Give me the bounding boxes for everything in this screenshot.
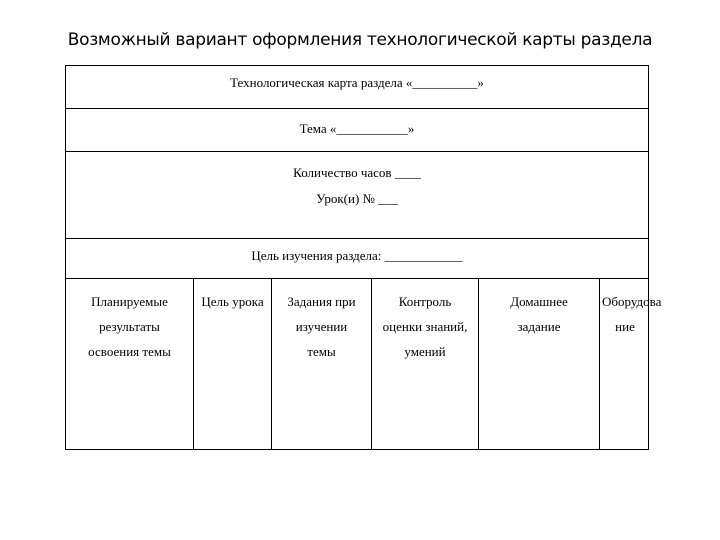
- map-header-row: [66, 66, 648, 109]
- column-header-line: Цель урока: [201, 294, 264, 309]
- column-tasks: [272, 279, 372, 449]
- topic-text: Тема «___________»: [299, 121, 415, 136]
- topic-row: [66, 109, 648, 152]
- column-header-line: освоения темы: [88, 344, 171, 359]
- column-header-line: Задания при: [287, 294, 356, 309]
- column-header-line: Планируемые: [91, 294, 168, 309]
- column-header-line: результаты: [99, 319, 160, 334]
- column-header-line: Оборудова: [602, 294, 662, 309]
- column-header-line: задание: [517, 319, 561, 334]
- lessons-text: Урок(и) № ___: [316, 191, 398, 206]
- column-header-line: темы: [307, 344, 336, 359]
- column-equipment: [600, 279, 662, 449]
- column-homework: [479, 279, 600, 449]
- column-header-line: оценки знаний,: [382, 319, 468, 334]
- map-header-text: Технологическая карта раздела «__________»: [230, 75, 484, 90]
- column-header-line: ние: [615, 319, 635, 334]
- column-header-line: изучении: [295, 319, 348, 334]
- column-header-line: умений: [404, 344, 446, 359]
- column-assessment: [372, 279, 479, 449]
- hours-text: Количество часов ____: [293, 165, 421, 180]
- goal-text: Цель изучения раздела: ____________: [251, 248, 463, 263]
- column-lesson-goal: [194, 279, 272, 449]
- columns-grid: [66, 279, 662, 449]
- column-header-line: Домашнее: [510, 294, 568, 309]
- goal-row: [66, 239, 648, 279]
- slide-title: Возможный вариант оформления технологической карты раздела: [67, 30, 653, 50]
- column-header-line: Контроль: [398, 294, 452, 309]
- hours-lessons-row: [66, 152, 648, 239]
- technological-map-table: [65, 65, 662, 450]
- column-planned-results: [66, 279, 194, 449]
